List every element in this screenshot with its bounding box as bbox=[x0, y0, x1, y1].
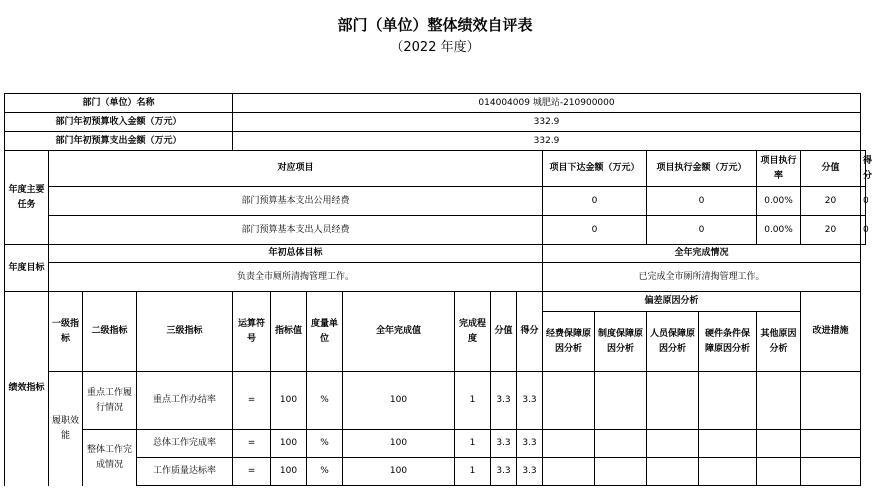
tasks-col-exec-rate: 项目执行率 bbox=[757, 151, 801, 187]
income-label: 部门年初预算收入金额（万元） bbox=[5, 113, 233, 132]
task-amount: 0 bbox=[543, 187, 647, 216]
tasks-col-item: 对应项目 bbox=[49, 151, 543, 187]
indicator-dev-hardware bbox=[699, 372, 757, 430]
indicator-l2: 整体工作完成情况 bbox=[83, 430, 137, 486]
indicator-l1: 履职效能 bbox=[49, 372, 83, 486]
goal-section-label: 年度目标 bbox=[5, 245, 49, 292]
indicators-col-l3: 三级指标 bbox=[137, 292, 233, 372]
indicator-dev-system bbox=[595, 430, 647, 458]
evaluation-table bbox=[4, 93, 872, 486]
task-score: 20 bbox=[801, 187, 861, 216]
task-got: 0 bbox=[861, 187, 866, 216]
income-row bbox=[5, 113, 866, 132]
indicators-col-actual: 全年完成值 bbox=[343, 292, 455, 372]
expense-value: 332.9 bbox=[233, 132, 861, 151]
indicator-dev-other bbox=[757, 372, 801, 430]
task-exec-rate: 0.00% bbox=[757, 187, 801, 216]
tasks-col-got: 得分 bbox=[861, 151, 866, 187]
goal-col-target: 年初总体目标 bbox=[49, 245, 543, 263]
indicator-dev-system bbox=[595, 372, 647, 430]
indicators-col-measures: 改进措施 bbox=[801, 292, 861, 372]
goal-header-row bbox=[5, 245, 866, 263]
indicator-row bbox=[5, 430, 866, 458]
indicator-measures bbox=[801, 458, 861, 486]
indicator-unit: % bbox=[307, 430, 343, 458]
indicators-col-l1: 一级指标 bbox=[49, 292, 83, 372]
indicator-dev-system bbox=[595, 458, 647, 486]
indicator-degree: 1 bbox=[455, 372, 491, 430]
indicator-dev-hardware bbox=[699, 458, 757, 486]
dept-name-row bbox=[5, 94, 866, 113]
indicator-score: 3.3 bbox=[491, 430, 517, 458]
indicator-dev-other bbox=[757, 458, 801, 486]
indicator-score: 3.3 bbox=[491, 372, 517, 430]
indicators-col-dev-funds: 经费保障原因分析 bbox=[543, 312, 595, 372]
indicator-actual: 100 bbox=[343, 430, 455, 458]
indicator-actual: 100 bbox=[343, 372, 455, 430]
indicator-score: 3.3 bbox=[491, 458, 517, 486]
indicator-degree: 1 bbox=[455, 430, 491, 458]
tasks-col-score: 分值 bbox=[801, 151, 861, 187]
indicator-got: 3.3 bbox=[517, 458, 543, 486]
indicators-col-dev-hardware: 硬件条件保障原因分析 bbox=[699, 312, 757, 372]
task-score: 20 bbox=[801, 216, 861, 245]
indicator-value: 100 bbox=[271, 458, 307, 486]
indicator-l3: 工作质量达标率 bbox=[137, 458, 233, 486]
task-row bbox=[5, 216, 866, 245]
indicator-op: = bbox=[233, 430, 271, 458]
indicator-got: 3.3 bbox=[517, 372, 543, 430]
indicators-header-row bbox=[5, 292, 866, 312]
indicators-col-score: 分值 bbox=[491, 292, 517, 372]
indicators-col-dev-staff: 人员保障原因分析 bbox=[647, 312, 699, 372]
tasks-col-exec-amount: 项目执行金额（万元） bbox=[647, 151, 757, 187]
indicator-l3: 重点工作办结率 bbox=[137, 372, 233, 430]
indicator-dev-staff bbox=[647, 430, 699, 458]
goal-row bbox=[5, 263, 866, 292]
tasks-section-label: 年度主要任务 bbox=[5, 151, 49, 245]
indicator-op: = bbox=[233, 458, 271, 486]
indicator-actual: 100 bbox=[343, 458, 455, 486]
indicator-dev-other bbox=[757, 430, 801, 458]
indicator-dev-funds bbox=[543, 372, 595, 430]
task-amount: 0 bbox=[543, 216, 647, 245]
indicator-op: = bbox=[233, 372, 271, 430]
indicator-dev-hardware bbox=[699, 430, 757, 458]
indicators-section-label: 绩效指标 bbox=[5, 292, 49, 486]
indicator-dev-funds bbox=[543, 458, 595, 486]
indicator-row bbox=[5, 372, 866, 430]
goal-done: 已完成全市厕所清掏管理工作。 bbox=[543, 263, 861, 292]
task-item: 部门预算基本支出公用经费 bbox=[49, 187, 543, 216]
expense-row bbox=[5, 132, 866, 151]
indicators-col-value: 指标值 bbox=[271, 292, 307, 372]
indicator-l3: 总体工作完成率 bbox=[137, 430, 233, 458]
tasks-header-row bbox=[5, 151, 866, 187]
dept-name-label: 部门（单位）名称 bbox=[5, 94, 233, 113]
indicator-measures bbox=[801, 430, 861, 458]
income-value: 332.9 bbox=[233, 113, 861, 132]
dept-name-value: 014004009 城肥站-210900000 bbox=[233, 94, 861, 113]
page-subtitle: （2022 年度） bbox=[390, 40, 480, 55]
indicators-col-dev-other: 其他原因分析 bbox=[757, 312, 801, 372]
expense-label: 部门年初预算支出金额（万元） bbox=[5, 132, 233, 151]
tasks-col-amount: 项目下达金额（万元） bbox=[543, 151, 647, 187]
indicator-unit: % bbox=[307, 372, 343, 430]
task-row bbox=[5, 187, 866, 216]
task-exec-amount: 0 bbox=[647, 187, 757, 216]
goal-target: 负责全市厕所清掏管理工作。 bbox=[49, 263, 543, 292]
task-exec-rate: 0.00% bbox=[757, 216, 801, 245]
goal-col-done: 全年完成情况 bbox=[543, 245, 861, 263]
indicator-value: 100 bbox=[271, 430, 307, 458]
indicator-degree: 1 bbox=[455, 458, 491, 486]
indicators-col-got: 得分 bbox=[517, 292, 543, 372]
task-got: 0 bbox=[861, 216, 866, 245]
indicator-unit: % bbox=[307, 458, 343, 486]
indicator-got: 3.3 bbox=[517, 430, 543, 458]
page-title: 部门（单位）整体绩效自评表 bbox=[337, 16, 533, 34]
indicator-measures bbox=[801, 372, 861, 430]
task-item: 部门预算基本支出人员经费 bbox=[49, 216, 543, 245]
indicator-dev-staff bbox=[647, 458, 699, 486]
indicators-col-l2: 二级指标 bbox=[83, 292, 137, 372]
indicator-value: 100 bbox=[271, 372, 307, 430]
indicators-col-unit: 度量单位 bbox=[307, 292, 343, 372]
indicator-dev-staff bbox=[647, 372, 699, 430]
indicator-l2: 重点工作履行情况 bbox=[83, 372, 137, 430]
indicators-col-dev-system: 制度保障原因分析 bbox=[595, 312, 647, 372]
indicators-col-degree: 完成程度 bbox=[455, 292, 491, 372]
indicators-col-op: 运算符号 bbox=[233, 292, 271, 372]
indicator-dev-funds bbox=[543, 430, 595, 458]
task-exec-amount: 0 bbox=[647, 216, 757, 245]
indicators-col-deviation: 偏差原因分析 bbox=[543, 292, 801, 312]
